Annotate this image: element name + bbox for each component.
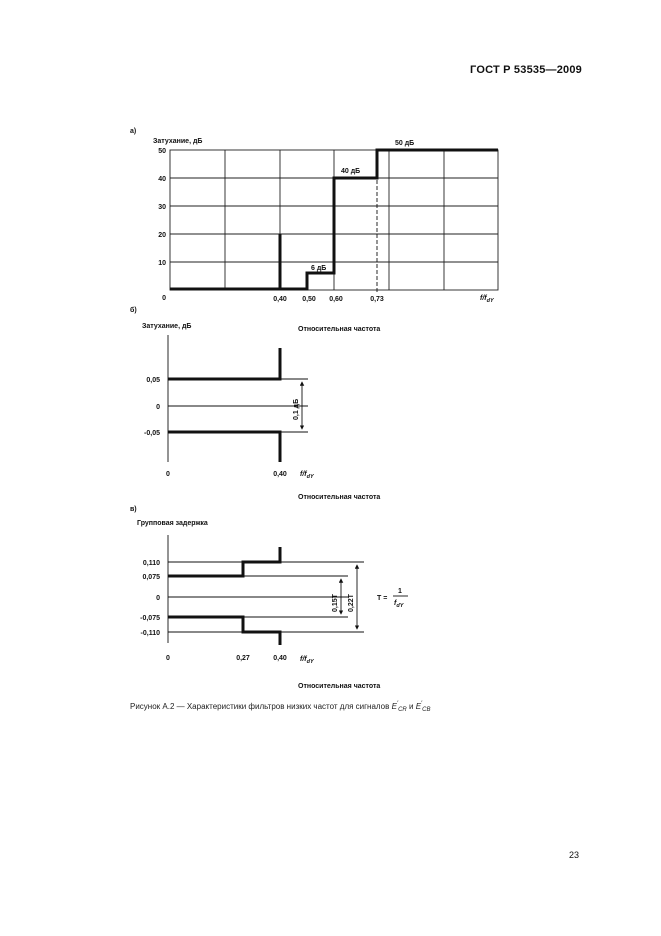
panel-b-ytick: 0 [156, 404, 160, 411]
panel-b [130, 306, 380, 501]
panel-a-xtick: 0,40 [273, 296, 287, 303]
svg-text:1: 1 [398, 588, 402, 595]
panel-a-label: а) [130, 128, 137, 135]
panel-b-xtick: 0 [166, 471, 170, 478]
panel-a-annotation-40db: 40 дБ [341, 168, 361, 175]
panel-c-ylabel: Групповая задержка [137, 520, 208, 527]
panel-a-ytick: 20 [158, 232, 166, 239]
panel-b-upper-curve [168, 348, 280, 379]
panel-a-annotation-50db: 50 дБ [395, 140, 415, 147]
panel-c-ytick: 0,075 [142, 574, 160, 581]
panel-b-xlabel: $f/f_{dY}$ [300, 471, 314, 480]
panel-c-xtick: 0,27 [236, 655, 250, 662]
panel-a-xtick: 0,60 [329, 296, 343, 303]
panel-c-ytick: -0,110 [140, 630, 160, 637]
panel-a-ytick: 40 [158, 176, 166, 183]
panel-b-title: Относительная частота [298, 326, 381, 333]
panel-a-ytick: 10 [158, 260, 166, 267]
panel-c-xlabel: $f/f_{dY}$ [300, 656, 314, 665]
svg-text:fdY: $f_{dY}$ [394, 600, 404, 609]
panel-c-xtick: 0 [166, 655, 170, 662]
caption-conjunction: и [409, 702, 414, 711]
panel-c-ytick: 0,110 [142, 560, 160, 567]
figure-caption [130, 701, 431, 713]
panel-b-dimension-label: 0,1 дБ [293, 398, 300, 420]
panel-b-footer: Относительная частота [298, 494, 381, 501]
panel-c-footer: Относительная частота [298, 683, 381, 690]
panel-a [130, 128, 498, 304]
caption-signal-cr: $E'_{CR}$ [391, 701, 407, 713]
panel-b-label: б) [130, 307, 137, 314]
page-number: 23 [568, 850, 579, 860]
panel-a-ytick: 0 [162, 295, 166, 302]
panel-c [130, 506, 408, 690]
panel-c-inner-dimension-label: 0,15T [332, 594, 339, 612]
panel-a-ytick: 30 [158, 204, 166, 211]
panel-c-label: в) [130, 506, 137, 513]
panel-b-ytick: 0,05 [146, 377, 160, 384]
panel-a-annotation-6db: 6 дБ [311, 265, 327, 272]
panel-c-lower-curve [168, 617, 280, 645]
panel-b-lower-curve [168, 432, 280, 462]
panel-c-ytick: -0,075 [140, 615, 160, 622]
panel-b-ytick: -0,05 [144, 430, 160, 437]
panel-c-upper-curve [168, 547, 280, 576]
panel-a-ylabel: Затухание, дБ [153, 138, 203, 145]
panel-a-ytick: 50 [158, 148, 166, 155]
document-header: ГОСТ Р 53535—2009 [470, 64, 582, 76]
caption-text: Рисунок А.2 — Характеристики фильтров низких частот для сигналов [130, 702, 390, 711]
panel-c-xtick: 0,40 [273, 655, 287, 662]
panel-b-ylabel: Затухание, дБ [142, 323, 192, 330]
panel-a-xtick: 0,50 [302, 296, 316, 303]
panel-c-formula [377, 588, 408, 609]
panel-a-xtick: 0,73 [370, 296, 384, 303]
svg-text:T =: T = [377, 595, 388, 602]
panel-a-xlabel: $f/f_{dY}$ [480, 295, 494, 304]
caption-signal-cb: $E'_{CB}$ [415, 701, 431, 713]
panel-b-xtick: 0,40 [273, 471, 287, 478]
panel-c-ytick: 0 [156, 595, 160, 602]
panel-c-outer-dimension-label: 0,22T [348, 594, 355, 612]
